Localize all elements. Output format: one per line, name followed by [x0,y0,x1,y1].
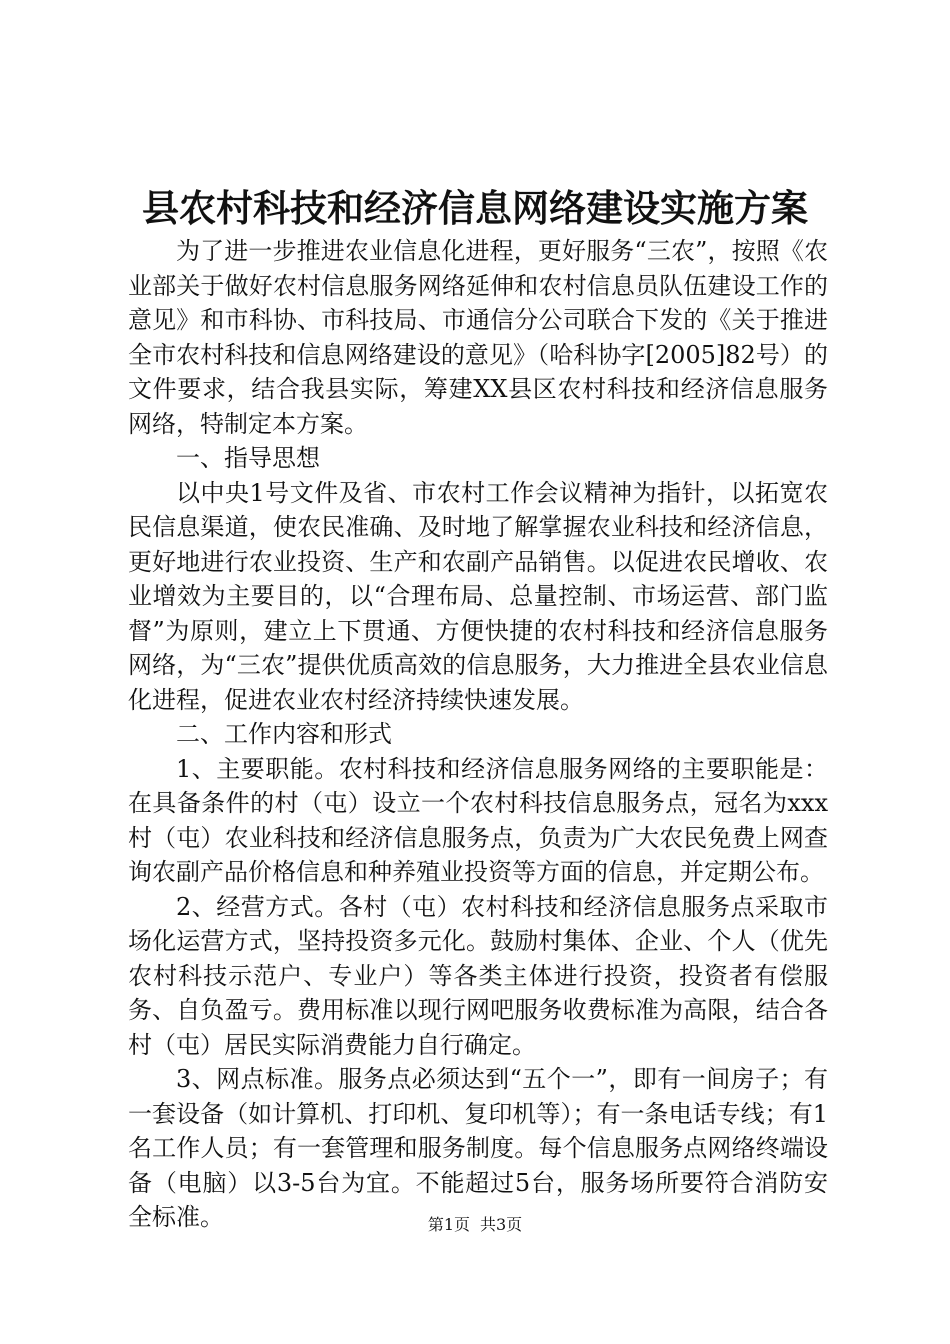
section-heading-guiding-thought: 一、指导思想 [176,444,320,472]
document-title: 县农村科技和经济信息网络建设实施方案 [142,186,808,230]
paragraph-operation-mode: 2、经营方式。各村（屯）农村科技和经济信息服务点采取市场化运营方式，坚持投资多元化。鼓励村集体、企业、个人（优先农村科技示范户、专业户）等各类主体进行投资，投资者有偿服务、自负盈亏。费用标准以现行网吧服务收费标准为高限，结合各村（屯）居民实际消费能力自行确定。 [128,892,828,1059]
section-heading-work-content: 二、工作内容和形式 [176,720,392,748]
paragraph-intro: 为了进一步推进农业信息化进程，更好服务“三农”，按照《农业部关于做好农村信息服务网络延伸和农村信息员队伍建设工作的意见》和市科协、市科技局、市通信分公司联合下发的《关于推进全市农村科技和信息网络建设的意见》（哈科协字[2005]82号）的文件要求，结合我县实际，筹建XX县区农村科技和经济信息服务网络，特制定本方案。 [128,237,828,438]
paragraph-outlet-standard: 3、网点标准。服务点必须达到“五个一”，即有一间房子；有一套设备（如计算机、打印机、复印机等）；有一条电话专线；有1名工作人员；有一套管理和服务制度。每个信息服务点网络终端设备（电脑）以3-5台为宜。不能超过5台，服务场所要符合消防安全标准。 [128,1065,828,1231]
page-footer [0,1214,950,1236]
paragraph-guiding-thought: 以中央1号文件及省、市农村工作会议精神为指针，以拓宽农民信息渠道，使农民准确、及时地了解掌握农业科技和经济信息，更好地进行农业投资、生产和农副产品销售。以促进农民增收、农业增效为主要目的，以“合理布局、总量控制、市场运营、部门监督”为原则，建立上下贯通、方便快捷的农村科技和经济信息服务网络，为“三农”提供优质高效的信息服务，大力推进全县农业信息化进程，促进农业农村经济持续快速发展。 [128,478,828,714]
page-number-total: 共3页 [480,1215,523,1234]
paragraph-main-functions: 1、主要职能。农村科技和经济信息服务网络的主要职能是：在具备条件的村（屯）设立一个农村科技信息服务点，冠名为xxx村（屯）农业科技和经济信息服务点，负责为广大农民免费上网查询农副产品价格信息和种养殖业投资等方面的信息，并定期公布。 [128,754,828,886]
document-body [128,234,828,1235]
page-number-current: 第1页 [427,1215,470,1234]
